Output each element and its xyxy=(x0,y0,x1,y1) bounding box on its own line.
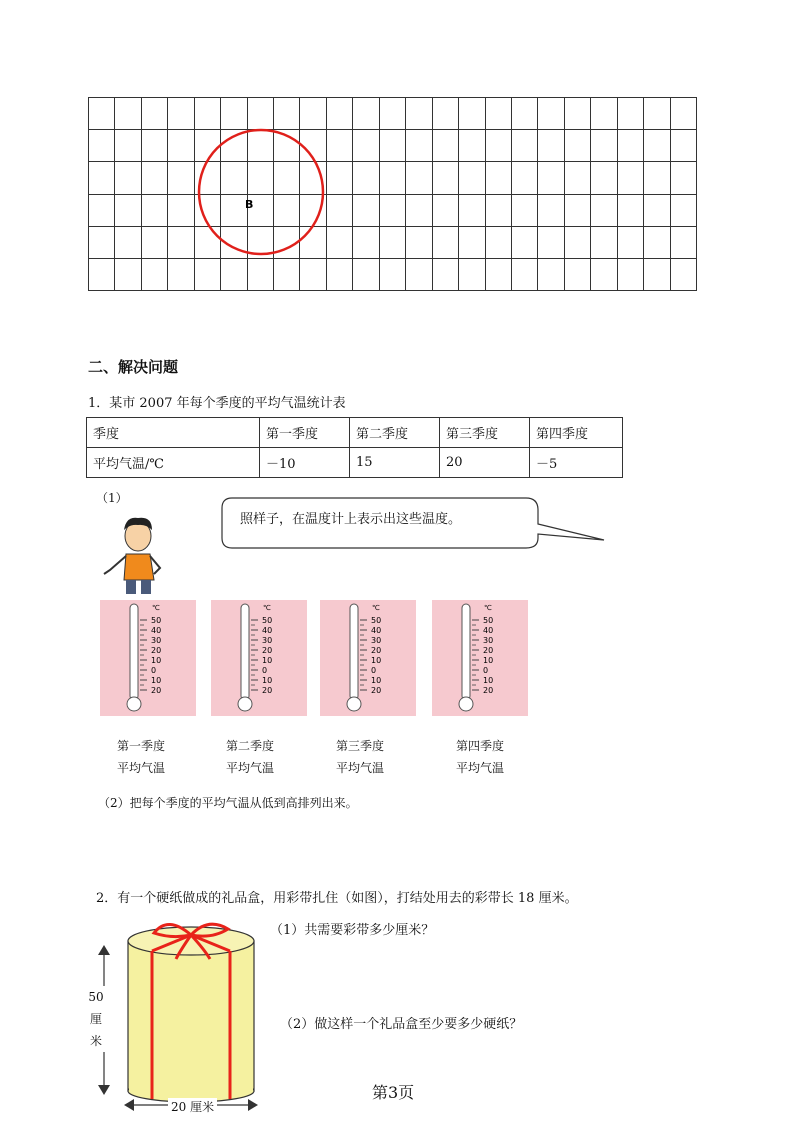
tick-label: 10 xyxy=(262,676,273,685)
tick-label: 30 xyxy=(151,636,162,645)
page-number: 第3页 xyxy=(372,1083,415,1102)
tick-label: 10 xyxy=(151,676,162,685)
label-quarter-1 xyxy=(101,735,181,779)
question-1-title: 1．某市 2007 年每个季度的平均气温统计表 xyxy=(88,396,346,411)
label-line: 平均气温 xyxy=(455,761,504,775)
tick-label: 20 xyxy=(371,646,382,655)
speech-text: 照样子，在温度计上表示出这些温度。 xyxy=(240,512,462,527)
table-data-row xyxy=(87,448,623,478)
table-cell: 15 xyxy=(350,448,440,478)
thermometer-card xyxy=(432,600,528,716)
table-cell: 第二季度 xyxy=(350,418,440,448)
label-quarter-4 xyxy=(440,735,520,779)
boy-illustration xyxy=(96,510,176,596)
label-line: 平均气温 xyxy=(225,761,274,775)
tick-label: 20 xyxy=(151,686,162,695)
label-quarter-2 xyxy=(210,735,290,779)
height-dimension-label xyxy=(86,986,106,1052)
unit-label: ℃ xyxy=(152,604,160,612)
question-2-sub-1: （1）共需要彩带多少厘米？ xyxy=(270,923,435,938)
tick-label: 50 xyxy=(483,616,494,625)
tick-label: 10 xyxy=(151,656,162,665)
tick-label: 40 xyxy=(151,626,162,635)
thermometer-tube xyxy=(130,604,138,700)
thermometer-tube xyxy=(462,604,470,700)
point-label-b: B xyxy=(245,198,254,211)
tick-label: 20 xyxy=(151,646,162,655)
height-unit-2: 米 xyxy=(89,1034,102,1048)
thermometer-card xyxy=(211,600,307,716)
tick-label: 50 xyxy=(371,616,382,625)
unit-label: ℃ xyxy=(372,604,380,612)
label-line: 第一季度 xyxy=(116,739,165,753)
part-1-label: （1） xyxy=(96,491,128,505)
thermometer-card xyxy=(100,600,196,716)
tick-label: 0 xyxy=(371,666,377,675)
question-2-title: 2．有一个硬纸做成的礼品盒，用彩带扎住（如图），打结处用去的彩带长 18 厘米。 xyxy=(96,891,578,906)
thermometer-tube xyxy=(350,604,358,700)
table-header-row xyxy=(87,418,623,448)
tick-label: 40 xyxy=(483,626,494,635)
table-cell: －10 xyxy=(260,448,350,478)
table-cell: 平均气温/℃ xyxy=(87,448,260,478)
tick-label: 10 xyxy=(371,676,382,685)
label-line: 第四季度 xyxy=(455,739,504,753)
gift-box-figure xyxy=(80,915,270,1125)
tick-label: 10 xyxy=(371,656,382,665)
label-line: 平均气温 xyxy=(335,761,384,775)
tick-label: 20 xyxy=(262,646,273,655)
thermometer-2 xyxy=(211,600,307,716)
label-line: 第二季度 xyxy=(225,739,274,753)
thermometer-bulb xyxy=(459,697,473,711)
width-dimension-label: 20 厘米 xyxy=(168,1098,217,1115)
table-cell: 第三季度 xyxy=(440,418,530,448)
thermometer-3 xyxy=(320,600,416,716)
thermometer-card xyxy=(320,600,416,716)
thermometer-bulb xyxy=(238,697,252,711)
label-quarter-3 xyxy=(320,735,400,779)
tick-label: 30 xyxy=(262,636,273,645)
tick-label: 10 xyxy=(262,656,273,665)
unit-label: ℃ xyxy=(263,604,271,612)
circle-shape xyxy=(199,130,323,254)
question-2-sub-2: （2）做这样一个礼品盒至少要多少硬纸？ xyxy=(280,1017,523,1032)
unit-label: ℃ xyxy=(484,604,492,612)
tick-label: 50 xyxy=(151,616,162,625)
table-cell: －5 xyxy=(530,448,623,478)
table-cell: 第四季度 xyxy=(530,418,623,448)
tick-label: 10 xyxy=(483,656,494,665)
tick-label: 40 xyxy=(262,626,273,635)
part-2-question: （2）把每个季度的平均气温从低到高排列出来。 xyxy=(98,796,358,810)
grid-figure xyxy=(88,97,697,291)
height-unit-1: 厘 xyxy=(89,1012,102,1026)
label-line: 第三季度 xyxy=(335,739,384,753)
temperature-table xyxy=(86,417,623,478)
tick-label: 30 xyxy=(371,636,382,645)
tick-label: 20 xyxy=(262,686,273,695)
height-value: 50 xyxy=(88,990,104,1004)
table-cell: 第一季度 xyxy=(260,418,350,448)
tick-label: 30 xyxy=(483,636,494,645)
tick-label: 20 xyxy=(483,646,494,655)
label-line: 平均气温 xyxy=(116,761,165,775)
tick-label: 20 xyxy=(371,686,382,695)
square-grid xyxy=(88,97,697,291)
thermometer-1 xyxy=(100,600,196,716)
tick-label: 0 xyxy=(151,666,157,675)
tick-label: 0 xyxy=(483,666,489,675)
thermometer-bulb xyxy=(127,697,141,711)
tick-label: 40 xyxy=(371,626,382,635)
tick-label: 20 xyxy=(483,686,494,695)
thermometer-4 xyxy=(432,600,528,716)
tick-label: 50 xyxy=(262,616,273,625)
tick-label: 0 xyxy=(262,666,268,675)
section-title: 二、解决问题 xyxy=(88,358,179,376)
table-cell: 20 xyxy=(440,448,530,478)
tick-label: 10 xyxy=(483,676,494,685)
table-cell: 季度 xyxy=(87,418,260,448)
thermometer-tube xyxy=(241,604,249,700)
thermometer-bulb xyxy=(347,697,361,711)
